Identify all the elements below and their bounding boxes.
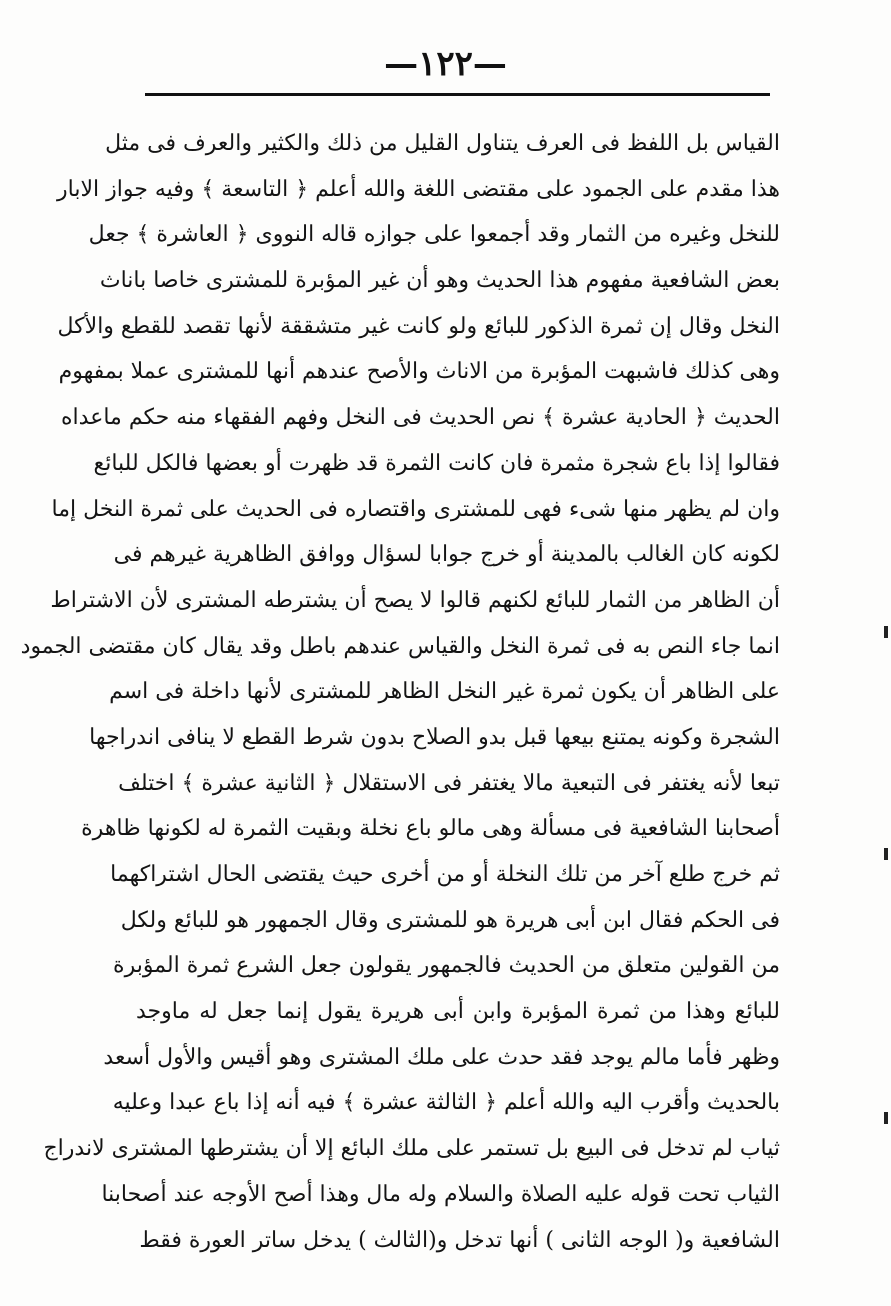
text-line: النخل وقال إن ثمرة الذكور للبائع ولو كانت غير متشققة لأنها تقصد للقطع والأكل [57, 313, 780, 339]
text-line: هذا مقدم على الجمود على مقتضى اللغة والله أعلم ﴿ التاسعة ﴾ وفيه جواز الابار [57, 176, 780, 202]
text-line: ثياب لم تدخل فى البيع بل تستمر على ملك البائع إلا أن يشترطها المشترى لاندراج [43, 1136, 780, 1162]
text-line: الثياب تحت قوله عليه الصلاة والسلام وله مال وهذا أصح الأوجه عند أصحابنا [101, 1181, 780, 1207]
text-line: فقالوا إذا باع شجرة مثمرة فان كانت الثمرة قد ظهرت أو بعضها فالكل للبائع [93, 450, 780, 476]
text-line: بعض الشافعية مفهوم هذا الحديث وهو أن غير المؤبرة للمشترى خاصا باناث [99, 268, 780, 294]
margin-mark [884, 848, 888, 860]
text-line: من القولين متعلق من الحديث فالجمهور يقولون جعل الشرع ثمرة المؤبرة [113, 953, 780, 979]
text-line: على الظاهر أن يكون ثمرة غير النخل الظاهر للمشترى لأنها داخلة فى اسم [109, 679, 780, 705]
text-line: وظهر فأما مالم يوجد فقد حدث على ملك المشترى وهو أقيس والأول أسعد [103, 1044, 780, 1070]
text-line: الشافعية و( الوجه الثانى ) أنها تدخل و(الثالث ) يدخل ساتر العورة فقط [139, 1227, 780, 1253]
text-line: أصحابنا الشافعية فى مسألة وهى مالو باع نخلة وبقيت الثمرة له لكونها ظاهرة [81, 816, 780, 842]
text-line: وهى كذلك فاشبهت المؤبرة من الاناث والأصح عندهم أنها للمشترى عملا بمفهوم [58, 359, 780, 385]
text-line: بالحديث وأقرب اليه والله أعلم ﴿ الثالثة عشرة ﴾ فيه أنه إذا باع عبدا وعليه [112, 1090, 780, 1116]
page-number: —١٢٢— [384, 44, 507, 84]
text-line: فى الحكم فقال ابن أبى هريرة هو للمشترى وقال الجمهور هو للبائع ولكل [120, 907, 780, 933]
header-rule [145, 93, 770, 96]
text-line: الحديث ﴿ الحادية عشرة ﴾ نص الحديث فى النخل وفهم الفقهاء منه حكم ماعداه [61, 405, 780, 431]
margin-mark [884, 626, 888, 638]
text-line: ثم خرج طلع آخر من تلك النخلة أو من أخرى حيث يقتضى الحال اشتراكهما [110, 862, 780, 887]
text-line: تبعا لأنه يغتفر فى التبعية مالا يغتفر فى الاستقلال ﴿ الثانية عشرة ﴾ اختلف [118, 770, 780, 796]
text-line: لكونه كان الغالب بالمدينة أو خرج جوابا لسؤال ووافق الظاهرية غيرهم فى [113, 542, 780, 568]
text-line: أن الظاهر من الثمار للبائع لكنهم قالوا لا يصح أن يشترطه المشترى لأن الاشتراط [50, 587, 780, 613]
text-line: الشجرة وكونه يمتنع بيعها قبل بدو الصلاح بدون شرط القطع لا ينافى اندراجها [89, 724, 780, 750]
text-line: القياس بل اللفظ فى العرف يتناول القليل من ذلك والكثير والعرف فى مثل [105, 131, 780, 156]
text-line: وان لم يظهر منها شىء فهى للمشترى واقتصاره فى الحديث على ثمرة النخل إما [51, 496, 780, 522]
margin-mark [884, 1112, 888, 1124]
text-line: للنخل وغيره من الثمار وقد أجمعوا على جوازه قاله النووى ﴿ العاشرة ﴾ جعل [88, 222, 780, 248]
text-line: انما جاء النص به فى ثمرة النخل والقياس عندهم باطل وقد يقال كان مقتضى الجمود [20, 633, 780, 659]
body-text [20, 121, 780, 1263]
text-line: للبائع وهذا من ثمرة المؤبرة وابن أبى هريرة يقول إنما جعل له ماوجد [136, 999, 780, 1025]
